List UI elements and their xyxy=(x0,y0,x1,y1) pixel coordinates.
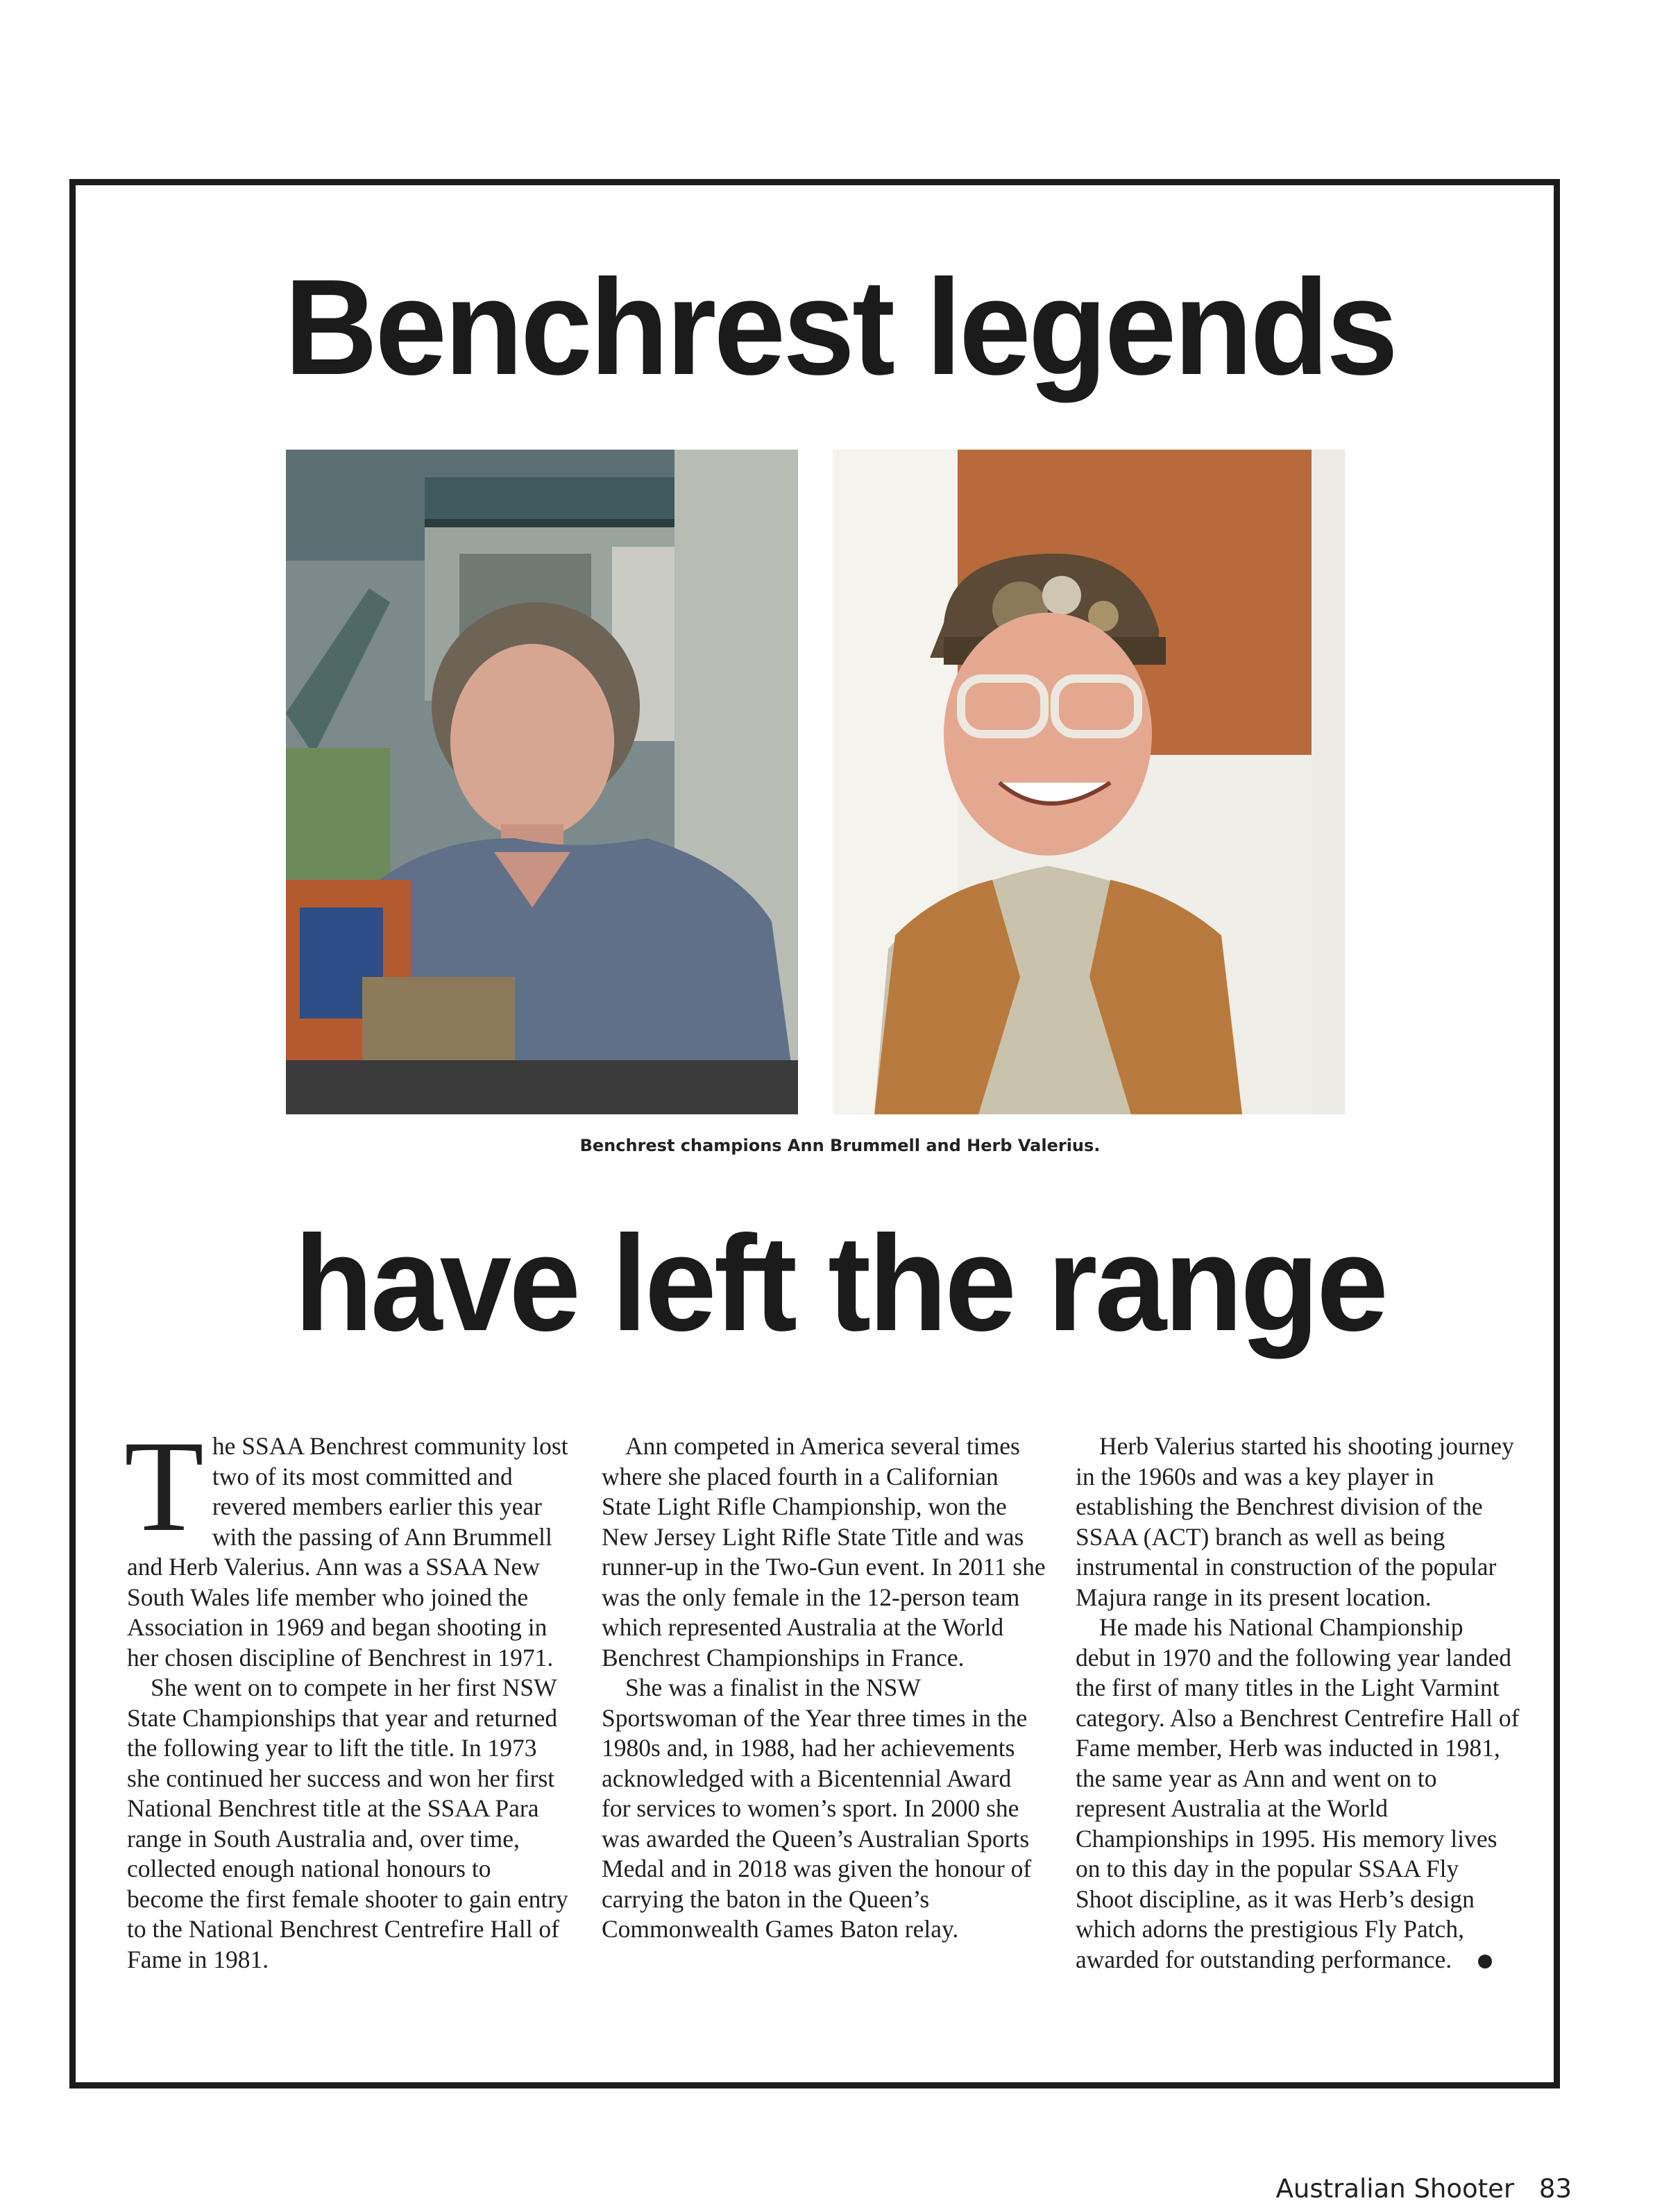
column-1-paragraph-2: She went on to compete in her first NSW State Championships that year and returned the following year to lift the title. In 1973 she continued her success and won her first National Benchrest title at the SSAA Para range in South Australia and, over time, collected enough national honours to become the first female shooter to gain entry to the National Benchrest Centrefire Hall of Fame in 1981. xyxy=(127,1674,568,1973)
end-of-article-bullet xyxy=(1478,1955,1492,1968)
publication-name: Australian Shooter xyxy=(1275,2174,1515,2204)
text-column-1 xyxy=(124,1413,571,1975)
photo-ann-brummell xyxy=(286,450,798,1114)
photo-caption: Benchrest champions Ann Brummell and Herb Valerius. xyxy=(579,1136,1101,1155)
column-1-paragraph-1: The SSAA Benchrest community lost two of its most committed and revered members earlier this year with the passing of Ann Brummell and Herb Valerius. Ann was a SSAA New South Wales life member who joined the Association in 1969 and began shooting in her chosen discipline of Benchrest in 1971. xyxy=(124,1413,568,1671)
page-footer xyxy=(1276,2174,1572,2204)
page-number: 83 xyxy=(1538,2174,1572,2204)
drop-cap: T xyxy=(124,1413,204,1558)
headline-line-1: Benchrest legends xyxy=(284,251,1396,403)
text-column-3 xyxy=(1076,1431,1520,1975)
column-3-paragraph-1: Herb Valerius started his shooting journey in the 1960s and was a key player in establishing the Benchrest division of the SSAA (ACT) branch as well as being instrumental in construction of the popular Majura range in its present location. xyxy=(1076,1432,1514,1611)
column-2-paragraph-1: Ann competed in America several times where she placed fourth in a Californian State Light Rifle Championship, won the New Jersey Light Rifle State Title and was runner-up in the Two-Gun event. In 2011 she was the only female in the 12-person team which represented Australia at the World Benchrest Championships in France. xyxy=(602,1432,1046,1671)
headline-line-2: have left the range xyxy=(294,1207,1386,1359)
column-2-paragraph-2: She was a finalist in the NSW Sportswoman of the Year three times in the 1980s and, in 1988, had her achievements acknowledged with a Bicentennial Award for services to women’s sport. In 2000 she was awarded the Queen’s Australian Sports Medal and in 2018 was given the honour of carrying the baton in the Queen’s Commonwealth Games Baton relay. xyxy=(602,1674,1032,1943)
photo-herb-valerius xyxy=(833,450,1345,1114)
column-3-paragraph-2: He made his National Championship debut in 1970 and the following year landed the first of many titles in the Light Varmint category. Also a Benchrest Centrefire Hall of Fame member, Herb was inducted in 1981, the same year as Ann and went on to represent Australia at the World Championships in 1995. His memory lives on to this day in the popular SSAA Fly Shoot discipline, as it was Herb’s design which adorns the prestigious Fly Patch, awarded for outstanding performance. xyxy=(1076,1613,1520,1973)
text-column-2 xyxy=(602,1431,1046,1945)
